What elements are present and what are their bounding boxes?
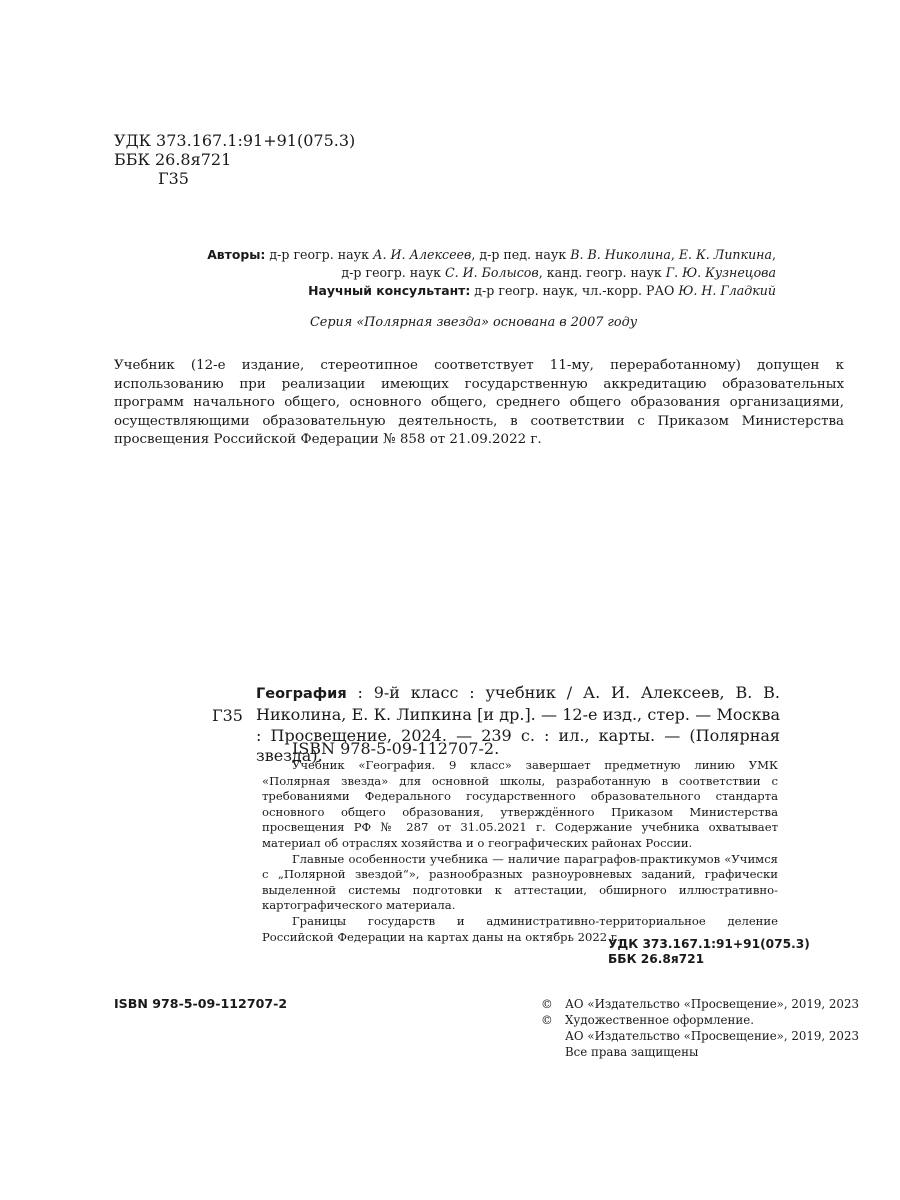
copyright-icon: © [541,1013,553,1027]
series-note: Серия «Полярная звезда» основана в 2007 году [310,315,638,330]
copyright-text: Художественное оформление. [565,1013,754,1027]
authors-line-1 [170,246,776,264]
consultant-name: Ю. Н. Гладкий [678,283,776,298]
udk-code: УДК 373.167.1:91+91(075.3) [608,937,810,951]
authors-text: , канд. геогр. наук [538,265,666,280]
book-title: География [256,686,347,702]
bbk-code: ББК 26.8я721 [114,150,232,169]
bibliographic-description: : 9-й класс : учебник / А. И. Алексеев, В. В. Николина, Е. К. Липкина [и др.]. — 12-е изд., стер. — Москва : Просвещение, 2024. — 239 с. : ил., карты. — (Полярная звезда). [256,683,780,766]
authors-text: д-р геогр. наук [265,247,373,262]
author-name: В. В. Николина [570,247,671,262]
copyright-row [541,1012,859,1028]
consultant-label: Научный консультант: [308,283,471,298]
authors-block [170,246,776,300]
consultant-text: д-р геогр. наук, чл.-корр. РАО [470,283,679,298]
authors-text: , [771,247,776,262]
isbn: ISBN 978-5-09-112707-2 [114,996,288,1011]
udk-block-top [114,131,355,188]
copyright-block [541,996,859,1060]
consultant-line [170,282,776,300]
copyright-text: АО «Издательство «Просвещение», 2019, 2023 [565,997,859,1011]
author-name: Е. К. Липкина [678,247,772,262]
authors-text: , д-р пед. наук [471,247,571,262]
author-name: С. И. Болысов [444,265,539,280]
annotation [262,758,778,945]
copyright-text: АО «Издательство «Просвещение», 2019, 2023 [565,1029,859,1043]
author-mark-code: Г35 [158,169,189,188]
authors-line-2 [170,264,776,282]
udk-code: УДК 373.167.1:91+91(075.3) [114,131,356,150]
author-name: Г. Ю. Кузнецова [665,265,776,280]
annotation-paragraph: Границы государств и административно-территориальное деление Российской Федерации на картах даны на октябрь 2022 г. [262,913,778,944]
annotation-paragraph: Главные особенности учебника — наличие параграфов-практикумов «Учимся с „Полярной звездой“», разнообразных разноуровневых заданий, графически выделенной системы подготовки к аттестации, обширного иллюстративно-картографического материала. [262,851,778,913]
author-name: А. И. Алексеев [372,247,472,262]
bbk-code: ББК 26.8я721 [608,952,705,966]
bibliographic-isbn: ISBN 978-5-09-112707-2. [292,739,500,758]
authors-text: д-р геогр. наук [341,265,445,280]
approval-text: Учебник (12-е издание, стереотипное соответствует 11-му, переработанному) допущен к использованию при реализации имеющих государственную аккредитацию образовательных программ начального общего, основного общего, среднего общего образования организациями, осуществляющими образовательную деятельность, в соответствии с Приказом Министерства просвещения Российской Федерации № 858 от 21.09.2022 г. [114,358,844,447]
bibliographic-code: Г35 [212,706,243,725]
authors-text: , [670,247,679,262]
rights-reserved: Все права защищены [565,1045,699,1059]
udk-block-bottom [608,937,810,967]
authors-label: Авторы: [207,247,266,262]
annotation-paragraph: Учебник «География. 9 класс» завершает предметную линию УМК «Полярная звезда» для основной школы, разработанную в соответствии с требованиями Федерального государственного образовательного стандарта основного общего образования, утверждённого Приказом Министерства просвещения РФ № 287 от 31.05.2021 г. Содержание учебника охватывает материал об отраслях хозяйства и о географических районах России. [262,758,778,850]
copyright-icon: © [541,997,553,1011]
copyright-row [541,996,859,1012]
